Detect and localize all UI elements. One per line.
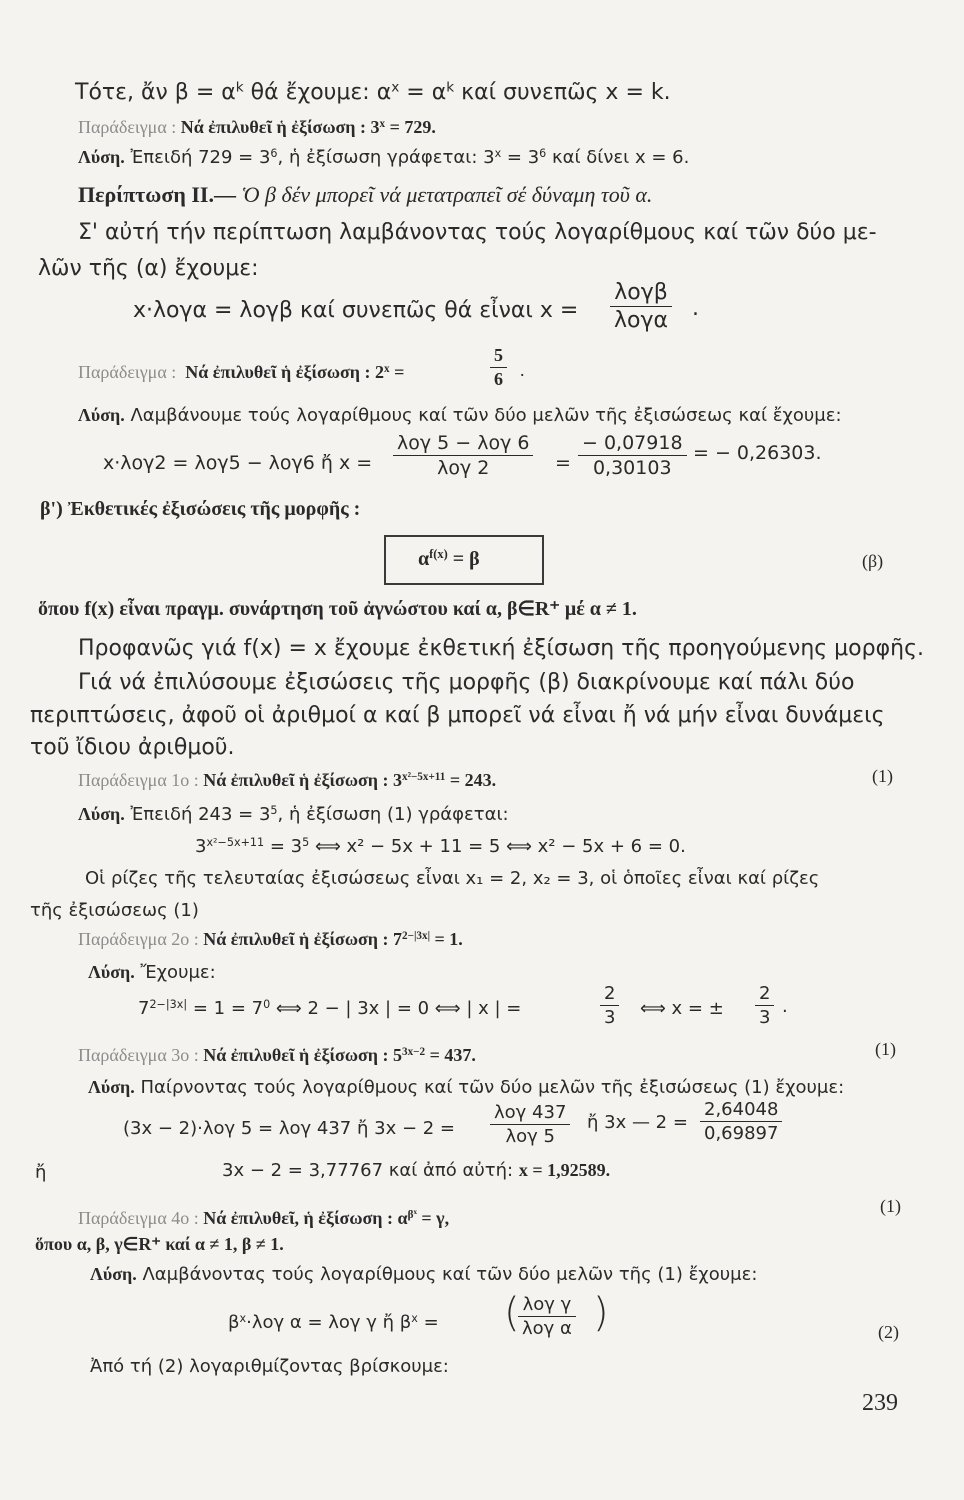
boxed-formula-text — [418, 548, 480, 571]
fraction — [600, 983, 619, 1028]
right-side: = β — [447, 548, 480, 570]
fraction-bar — [578, 455, 687, 456]
equals-sign: = — [555, 452, 571, 474]
solution-text: Λαμβάνοντας τούς λογαρίθμους καί τῶν δύο μελῶν τῆς (1) ἔχουμε: — [136, 1264, 758, 1285]
example-statement-tail: = 729. — [385, 117, 436, 137]
example-statement-tail: = 243. — [445, 770, 497, 790]
example-statement: Νά ἐπιλυθεῖ ἡ ἐξίσωση : 5 — [203, 1045, 403, 1065]
numerator: 2 — [759, 983, 771, 1004]
example-heading — [78, 1208, 449, 1229]
paragraph-line: Γιά νά ἐπιλύσουμε ἐξισώσεις τῆς μορφῆς (β) διακρίνουμε καί πάλι δύο — [78, 670, 855, 695]
case-label: Περίπτωση II.— — [78, 182, 236, 207]
definition-line: ὅπου f(x) εἶναι πραγμ. συνάρτηση τοῦ ἀγνώστου καί α, β∈R⁺ μέ α ≠ 1. — [38, 598, 637, 620]
numerator: 2 — [604, 983, 616, 1004]
numerator: λογ 5 − λογ 6 — [397, 432, 530, 454]
right-paren: ) — [593, 1290, 609, 1336]
fraction-bar — [755, 1005, 774, 1006]
text-fragment: = 3 — [264, 836, 303, 857]
superscript: 2−|3x| — [402, 929, 431, 942]
paragraph-line: τῆς ἐξισώσεως (1) — [30, 900, 199, 921]
example-label: Παράδειγμα 1ο : — [78, 770, 199, 790]
solution-line — [88, 1077, 844, 1098]
denominator: 6 — [494, 369, 503, 389]
fraction — [490, 345, 507, 390]
text-fragment: Ἐπειδή 729 = 3 — [124, 147, 271, 168]
denominator: λογ 2 — [437, 457, 490, 479]
superscript: k — [446, 79, 455, 96]
fraction-bar — [600, 1005, 619, 1006]
example-heading — [78, 770, 496, 791]
superscript: 2−|3x| — [149, 997, 188, 1011]
fraction — [490, 1102, 570, 1147]
equation-text: ἤ 3x — 2 = — [587, 1112, 688, 1133]
example-heading — [78, 1045, 476, 1066]
text-line — [75, 80, 671, 105]
solution-label: Λύση. — [78, 804, 125, 824]
text-fragment: = 3 — [501, 147, 540, 168]
paragraph-line: Σ' αὐτή τήν περίπτωση λαμβάνοντας τούς λογαρίθμους καί τῶν δύο με- — [78, 220, 877, 245]
period: . — [520, 360, 525, 380]
superscript: x²−5x+11 — [206, 835, 265, 849]
text-fragment: ·λογ α = λογ γ ἤ β — [246, 1312, 412, 1333]
fraction-bar — [610, 306, 672, 307]
denominator: 3 — [759, 1007, 771, 1028]
equation-tag: (1) — [872, 766, 893, 786]
example-label: Παράδειγμα 3ο : — [78, 1045, 199, 1065]
solution-text: Ἔχουμε: — [134, 962, 216, 983]
text-fragment: = — [417, 1312, 439, 1333]
equals-sign: = — [389, 362, 405, 382]
solution-line — [78, 147, 689, 168]
superscript: β — [407, 1208, 414, 1221]
solution-line — [90, 1264, 757, 1285]
text-fragment: , ἡ ἐξίσωση γράφεται: 3 — [277, 147, 495, 168]
denominator: λογ α — [522, 1318, 572, 1339]
example-label: Παράδειγμα 2ο : — [78, 929, 199, 949]
fraction-bar — [490, 1124, 570, 1125]
numerator: λογβ — [614, 280, 668, 305]
superscript: x — [411, 1311, 418, 1325]
text-fragment: Τότε, ἄν β = α — [75, 80, 236, 105]
equation-line — [195, 836, 686, 857]
denominator: 0,69897 — [704, 1123, 779, 1144]
fraction — [700, 1099, 782, 1144]
text-fragment: καί δίνει x = 6. — [546, 147, 690, 168]
equation-line — [228, 1312, 439, 1333]
superscript: k — [235, 79, 244, 96]
equation-tag: (1) — [880, 1196, 901, 1216]
superscript: x — [239, 1311, 247, 1325]
paragraph-line: λῶν τῆς (α) ἔχουμε: — [38, 256, 259, 281]
superscript: x — [391, 79, 400, 96]
superscript: x²−5x+11 — [402, 770, 446, 783]
example-statement: Νά ἐπιλυθεῖ ἡ ἐξίσωση : 2 — [185, 362, 385, 382]
case-description: Ὁ β δέν μπορεῖ νά μετατραπεῖ σέ δύναμη τοῦ α. — [235, 182, 653, 207]
text-fragment: καί συνεπῶς x = k. — [454, 80, 671, 105]
equation-tag: (2) — [878, 1322, 899, 1342]
text-fragment: = α — [399, 80, 447, 105]
solution-line — [78, 804, 509, 825]
result: x = 1,92589. — [518, 1160, 611, 1180]
example-statement: Νά ἐπιλυθεῖ ἡ ἐξίσωση : 3 — [180, 117, 380, 137]
superscript: 5 — [302, 835, 310, 849]
paragraph-line: Ἀπό τή (2) λογαριθμίζοντας βρίσκουμε: — [90, 1356, 449, 1377]
period: . — [782, 996, 788, 1017]
superscript: x — [384, 362, 390, 375]
section-heading: β') Ἐκθετικές ἐξισώσεις τῆς μορφῆς : — [40, 498, 361, 520]
text-fragment: 7 — [138, 998, 150, 1019]
equation-result: = − 0,26303. — [693, 442, 822, 464]
numerator: λογ 437 — [494, 1102, 567, 1123]
solution-line — [78, 405, 842, 426]
example-statement: Νά ἐπιλυθεῖ ἡ ἐξίσωση : 7 — [203, 929, 403, 949]
numerator: 5 — [494, 345, 503, 365]
numerator: 2,64048 — [704, 1099, 779, 1120]
denominator: 0,30103 — [592, 457, 672, 479]
equation-text: x·λογ2 = λογ5 − λογ6 ἤ x = — [103, 452, 373, 474]
fraction-bar — [393, 455, 533, 456]
equation-line — [138, 998, 521, 1019]
paragraph-line: Προφανῶς γιά f(x) = x ἔχουμε ἐκθετική ἐξίσωση τῆς προηγούμενης μορφῆς. — [78, 636, 924, 661]
page-number: 239 — [862, 1390, 898, 1416]
left-paren: ( — [504, 1290, 520, 1336]
solution-label: Λύση. — [88, 1077, 135, 1097]
solution-line — [88, 962, 216, 983]
superscript: 5 — [270, 803, 278, 817]
period: . — [692, 296, 699, 321]
equation-tag: (1) — [875, 1039, 896, 1059]
solution-label: Λύση. — [90, 1264, 137, 1284]
superscript: 3x−2 — [402, 1045, 426, 1058]
paragraph-line: Οἱ ρίζες τῆς τελευταίας ἐξισώσεως εἶναι x₁ = 2, x₂ = 3, οἱ ὁποῖες εἶναι καί ρίζες — [85, 868, 820, 889]
denominator: λογα — [614, 308, 669, 333]
equation-text: x·λογα = λογβ καί συνεπῶς θά εἶναι x = — [133, 298, 579, 323]
example-heading — [78, 362, 404, 383]
exponent: f(x) — [429, 547, 448, 562]
equation-text: ⟺ x = ± — [640, 998, 724, 1019]
example-statement: Νά ἐπιλυθεῖ, ἡ ἐξίσωση : α — [203, 1208, 408, 1228]
text-fragment: = 1 = 7 — [187, 998, 264, 1019]
superscript: x — [494, 146, 502, 160]
text-fragment: θά ἔχουμε: α — [243, 80, 392, 105]
superscript: 6 — [270, 146, 278, 160]
solution-label: Λύση. — [78, 147, 125, 167]
solution-label: Λύση. — [88, 962, 135, 982]
equation-tag: (β) — [862, 551, 884, 571]
text-fragment: 3x − 2 = 3,77767 καί ἀπό αὐτή: — [222, 1160, 514, 1181]
fraction-bar — [700, 1121, 782, 1122]
example-label: Παράδειγμα : — [78, 362, 177, 382]
example-heading — [78, 117, 436, 138]
numerator: λογ γ — [522, 1294, 572, 1315]
example-label: Παράδειγμα 4ο : — [78, 1208, 199, 1228]
fraction-bar — [490, 367, 507, 368]
base: α — [418, 548, 430, 570]
denominator: λογ 5 — [505, 1126, 555, 1147]
superscript: 6 — [539, 146, 547, 160]
solution-label: Λύση. — [78, 405, 125, 425]
denominator: 3 — [604, 1007, 616, 1028]
equation-line — [222, 1160, 610, 1181]
example-statement-tail: = 437. — [425, 1045, 476, 1065]
fraction-bar — [518, 1316, 576, 1317]
fraction — [518, 1294, 576, 1339]
text-fragment: , ἡ ἐξίσωση (1) γράφεται: — [277, 804, 509, 825]
superscript: x — [379, 117, 386, 130]
text-fragment: Ἐπειδή 243 = 3 — [124, 804, 271, 825]
example-statement: Νά ἐπιλυθεῖ ἡ ἐξίσωση : 3 — [203, 770, 403, 790]
fraction — [393, 432, 533, 479]
fraction — [610, 280, 672, 333]
fraction — [578, 432, 687, 479]
case-heading — [78, 182, 652, 208]
equation-text: (3x − 2)·λογ 5 = λογ 437 ἤ 3x − 2 = — [123, 1118, 455, 1139]
superscript: 0 — [263, 997, 271, 1011]
superscript: x — [413, 1209, 417, 1217]
definition-line: ὅπου α, β, γ∈R⁺ καί α ≠ 1, β ≠ 1. — [35, 1234, 284, 1254]
text-fragment: ⟺ x² − 5x + 11 = 5 ⟺ x² − 5x + 6 = 0. — [309, 836, 686, 857]
fraction — [755, 983, 774, 1028]
conjunction: ἤ — [35, 1162, 47, 1183]
text-fragment: 3 — [195, 836, 207, 857]
example-label: Παράδειγμα : — [78, 117, 177, 137]
solution-text: Παίρνοντας τούς λογαρίθμους καί τῶν δύο μελῶν τῆς ἐξισώσεως (1) ἔχουμε: — [134, 1077, 845, 1098]
example-heading — [78, 929, 463, 950]
numerator: − 0,07918 — [582, 432, 683, 454]
paragraph-line: περιπτώσεις, ἀφοῦ οἱ ἀριθμοί α καί β μπορεῖ νά εἶναι ἤ νά μήν εἶναι δυνάμεις — [30, 703, 885, 728]
solution-text: Λαμβάνουμε τούς λογαρίθμους καί τῶν δύο μελῶν τῆς ἐξισώσεως καί ἔχουμε: — [124, 405, 842, 426]
example-statement-tail: = 1. — [430, 929, 463, 949]
paragraph-line: τοῦ ἴδιου ἀριθμοῦ. — [30, 735, 235, 760]
example-statement-tail: = γ, — [416, 1208, 450, 1228]
text-fragment: β — [228, 1312, 240, 1333]
text-fragment: ⟺ 2 − | 3x | = 0 ⟺ | x | = — [270, 998, 522, 1019]
